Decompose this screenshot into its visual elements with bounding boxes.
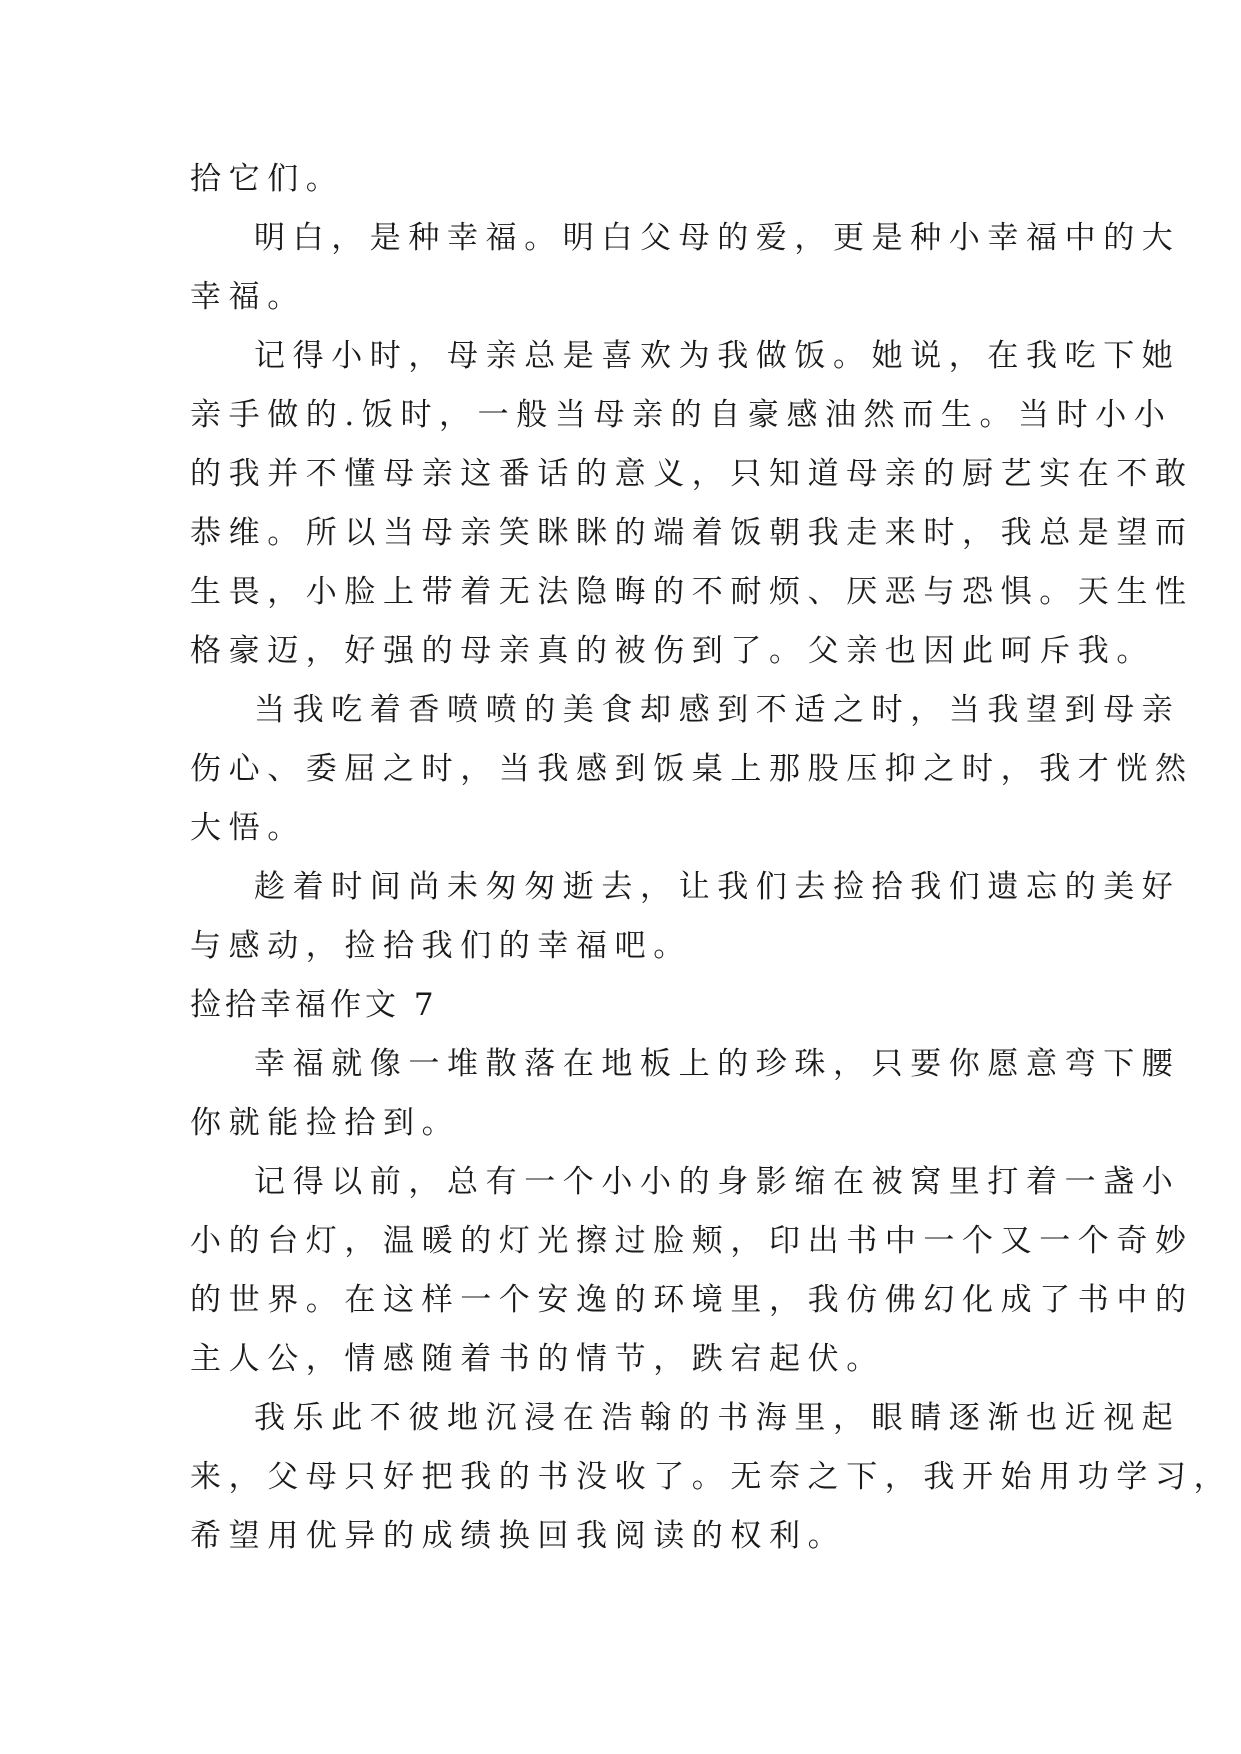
text-line: 的我并不懂母亲这番话的意义，只知道母亲的厨艺实在不敢 xyxy=(190,456,1194,492)
paragraph xyxy=(190,327,1194,681)
text-line: 伤心、委屈之时，当我感到饭桌上那股压抑之时，我才恍然 xyxy=(190,751,1194,787)
text-line: 当我吃着香喷喷的美食却感到不适之时，当我望到母亲 xyxy=(254,692,1181,728)
section-heading xyxy=(190,976,1060,1035)
text-line: 格豪迈，好强的母亲真的被伤到了。父亲也因此呵斥我。 xyxy=(190,633,1155,669)
text-line: 大悟。 xyxy=(190,810,306,846)
text-line: 来，父母只好把我的书没收了。无奈之下，我开始用功学习， xyxy=(190,1459,1233,1495)
text-line: 幸福就像一堆散落在地板上的珍珠，只要你愿意弯下腰 xyxy=(254,1046,1181,1082)
text-line: 恭维。所以当母亲笑眯眯的端着饭朝我走来时，我总是望而 xyxy=(190,515,1194,551)
text-line: 幸福。 xyxy=(190,279,306,315)
paragraph xyxy=(190,1389,1233,1566)
heading-text: 捡拾幸福作文 7 xyxy=(190,987,438,1023)
text-line: 主人公，情感随着书的情节，跌宕起伏。 xyxy=(190,1341,885,1377)
paragraph xyxy=(190,1153,1194,1389)
paragraph xyxy=(190,1035,1181,1153)
text-line: 记得以前，总有一个小小的身影缩在被窝里打着一盏小 xyxy=(254,1164,1181,1200)
document-page xyxy=(190,150,1233,1566)
text-line: 亲手做的.饭时，一般当母亲的自豪感油然而生。当时小小 xyxy=(190,397,1173,433)
text-line: 趁着时间尚未匆匆逝去，让我们去捡拾我们遗忘的美好 xyxy=(254,869,1181,905)
text-line: 小的台灯，温暖的灯光擦过脸颊，印出书中一个又一个奇妙 xyxy=(190,1223,1194,1259)
paragraph xyxy=(190,681,1194,858)
text-line: 拾它们。 xyxy=(190,161,345,197)
text-line: 我乐此不彼地沉浸在浩翰的书海里，眼睛逐渐也近视起 xyxy=(254,1400,1181,1436)
text-line: 记得小时，母亲总是喜欢为我做饭。她说，在我吃下她 xyxy=(254,338,1181,374)
text-line: 生畏，小脸上带着无法隐晦的不耐烦、厌恶与恐惧。天生性 xyxy=(190,574,1194,610)
text-line: 的世界。在这样一个安逸的环境里，我仿佛幻化成了书中的 xyxy=(190,1282,1194,1318)
text-line: 与感动，捡拾我们的幸福吧。 xyxy=(190,928,692,964)
text-line: 希望用优异的成绩换回我阅读的权利。 xyxy=(190,1518,847,1554)
text-line: 你就能捡拾到。 xyxy=(190,1105,461,1141)
paragraph xyxy=(190,150,1060,209)
paragraph xyxy=(190,209,1181,327)
paragraph xyxy=(190,858,1181,976)
text-line: 明白，是种幸福。明白父母的爱，更是种小幸福中的大 xyxy=(254,220,1181,256)
